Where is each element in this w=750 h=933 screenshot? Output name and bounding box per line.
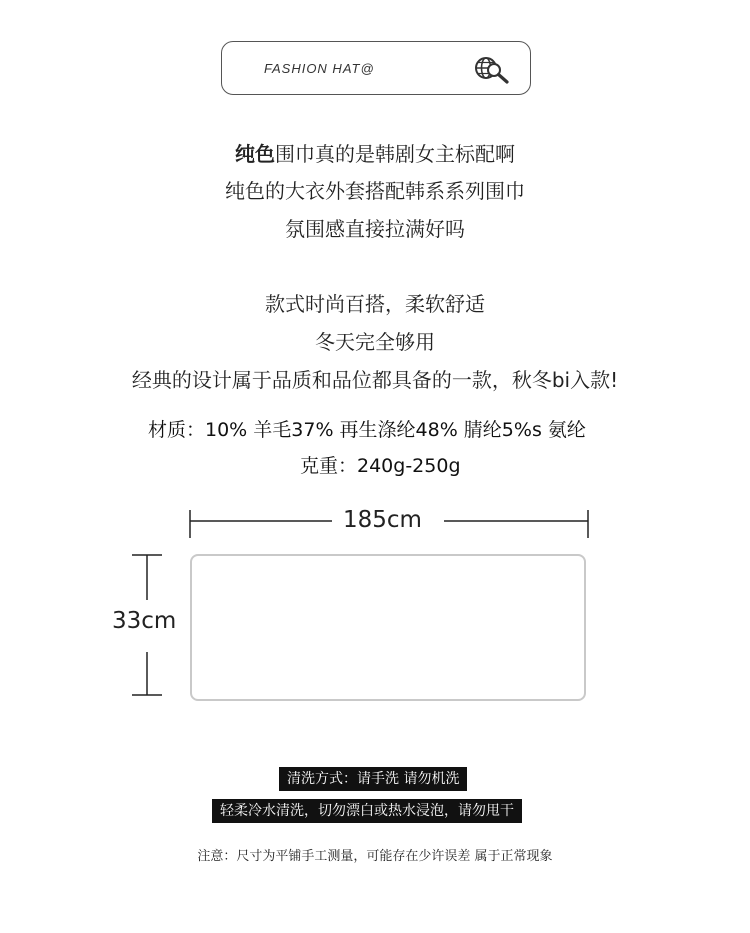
measurement-note: 注意：尺寸为平铺手工测量，可能存在少许误差 属于正常现象 bbox=[197, 849, 553, 864]
weight-spec: 克重：240g-250g bbox=[300, 455, 461, 477]
height-dimension-label: 33cm bbox=[112, 608, 177, 634]
intro-line-3: 氛围感直接拉满好吗 bbox=[285, 217, 465, 241]
brand-name: FASHION HAT@ bbox=[264, 61, 375, 76]
feature-line-1: 款式时尚百搭，柔软舒适 bbox=[265, 292, 485, 316]
material-spec: 材质：10% 羊毛37% 再生涤纶48% 腈纶5%s 氨纶 bbox=[148, 419, 586, 441]
scarf-outline bbox=[190, 554, 586, 701]
feature-line-3: 经典的设计属于品质和品位都具备的一款，秋冬bi入款! bbox=[131, 368, 619, 392]
care-method-badge: 清洗方式：请手洗 请勿机洗 bbox=[279, 767, 467, 791]
width-dimension-label: 185cm bbox=[343, 507, 422, 533]
intro-bold-text: 纯色 bbox=[235, 142, 275, 166]
intro-line-2: 纯色的大衣外套搭配韩系系列围巾 bbox=[225, 179, 525, 203]
feature-line-2: 冬天完全够用 bbox=[315, 330, 435, 354]
intro-line-1-text: 围巾真的是韩剧女主标配啊 bbox=[275, 142, 515, 166]
care-instruction-badge: 轻柔冷水清洗，切勿漂白或热水浸泡，请勿甩干 bbox=[212, 799, 522, 823]
